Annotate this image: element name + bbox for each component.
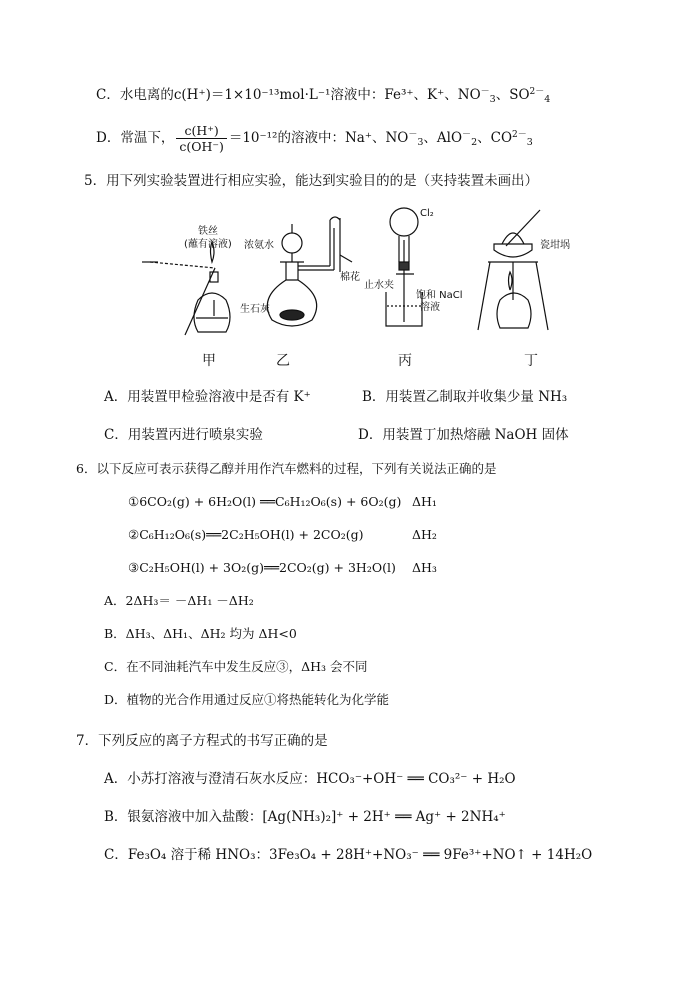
label-crucible: 瓷坩埚 <box>540 240 570 251</box>
q7-option-a: A．小苏打溶液与澄清石灰水反应：HCO₃⁻+OH⁻ ══ CO₃²⁻ + H₂O <box>104 771 516 787</box>
q6-dh1: ΔH₁ <box>412 494 437 509</box>
q6-equation-1: ①6CO₂(g) + 6H₂O(l) ══C₆H₁₂O₆(s) + 6O₂(g) <box>128 494 402 509</box>
apparatus-ding <box>478 210 548 330</box>
caption-bing: 丙 <box>398 353 412 369</box>
label-solution: 溶液 <box>420 302 440 313</box>
q6-dh3: ΔH₃ <box>412 560 437 575</box>
q6-option-a: A．2ΔH₃＝ －ΔH₁ －ΔH₂ <box>104 593 254 608</box>
label-conc-ammonia: 浓氨水 <box>244 240 274 251</box>
q5-option-b: B．用装置乙制取并收集少量 NH₃ <box>362 389 568 405</box>
q6-equation-3: ③C₂H₅OH(l) + 3O₂(g)══2CO₂(g) + 3H₂O(l) <box>128 560 396 575</box>
question-7-stem: 7．下列反应的离子方程式的书写正确的是 <box>76 733 328 749</box>
caption-jia: 甲 <box>202 353 216 369</box>
q7-option-c: C．Fe₃O₄ 溶于稀 HNO₃：3Fe₃O₄ + 28H⁺+NO₃⁻ ══ 9Fe³⁺+NO↑ + 14H₂O <box>104 847 593 863</box>
q6-option-d: D．植物的光合作用通过反应①将热能转化为化学能 <box>104 692 390 707</box>
q6-equation-2: ②C₆H₁₂O₆(s)══2C₂H₅OH(l) + 2CO₂(g) <box>128 527 364 542</box>
q5-option-d: D．用装置丁加热熔融 NaOH 固体 <box>358 427 569 443</box>
q4-option-d: D．常温下， $\frac{c(H^+)}{c(OH^-)}$ ＝10⁻¹²的溶液中：Na⁺、$NO^-_3$、AlO－$_2$、$CO^{2-}_3$ <box>96 123 533 154</box>
apparatus-bing <box>386 208 422 326</box>
q6-option-c: C．在不同油耗汽车中发生反应③，ΔH₃ 会不同 <box>104 659 368 674</box>
question-6-stem: 6．以下反应可表示获得乙醇并用作汽车燃料的过程，下列有关说法正确的是 <box>76 461 497 476</box>
q5-option-c: C．用装置丙进行喷泉实验 <box>104 427 263 443</box>
q7-option-b: B．银氨溶液中加入盐酸：[Ag(NH₃)₂]⁺ + 2H⁺ ══ Ag⁺ + 2NH₄⁺ <box>104 809 506 825</box>
q6-option-b: B．ΔH₃、ΔH₁、ΔH₂ 均为 ΔH<0 <box>104 626 297 641</box>
label-cotton: 棉花 <box>340 272 360 283</box>
q4-option-c: C．水电离的c(H⁺)＝1×10⁻¹³mol·L⁻¹溶液中：Fe³⁺、K⁺、$NO^-_3$、$SO^{2-}_4$ <box>96 87 551 105</box>
caption-ding: 丁 <box>524 353 538 369</box>
apparatus-jia <box>142 242 230 335</box>
label-quicklime: 生石灰 <box>240 304 270 315</box>
q6-dh2: ΔH₂ <box>412 527 437 542</box>
label-sat-nacl: 饱和 NaCl <box>416 290 463 301</box>
q5-option-a: A．用装置甲检验溶液中是否有 K⁺ <box>104 389 311 405</box>
question-5-stem: 5．用下列实验装置进行相应实验，能达到实验目的的是（夹持装置未画出） <box>84 173 539 189</box>
label-dipped-solution: (蘸有溶液) <box>184 239 232 250</box>
caption-yi: 乙 <box>276 353 290 369</box>
label-water-clamp: 止水夹 <box>364 280 394 291</box>
label-cl2: Cl₂ <box>420 208 434 219</box>
concentration-ratio: $\frac{c(H^+)}{c(OH^-)}$ <box>176 123 227 154</box>
label-iron-wire: 铁丝 <box>198 226 218 237</box>
